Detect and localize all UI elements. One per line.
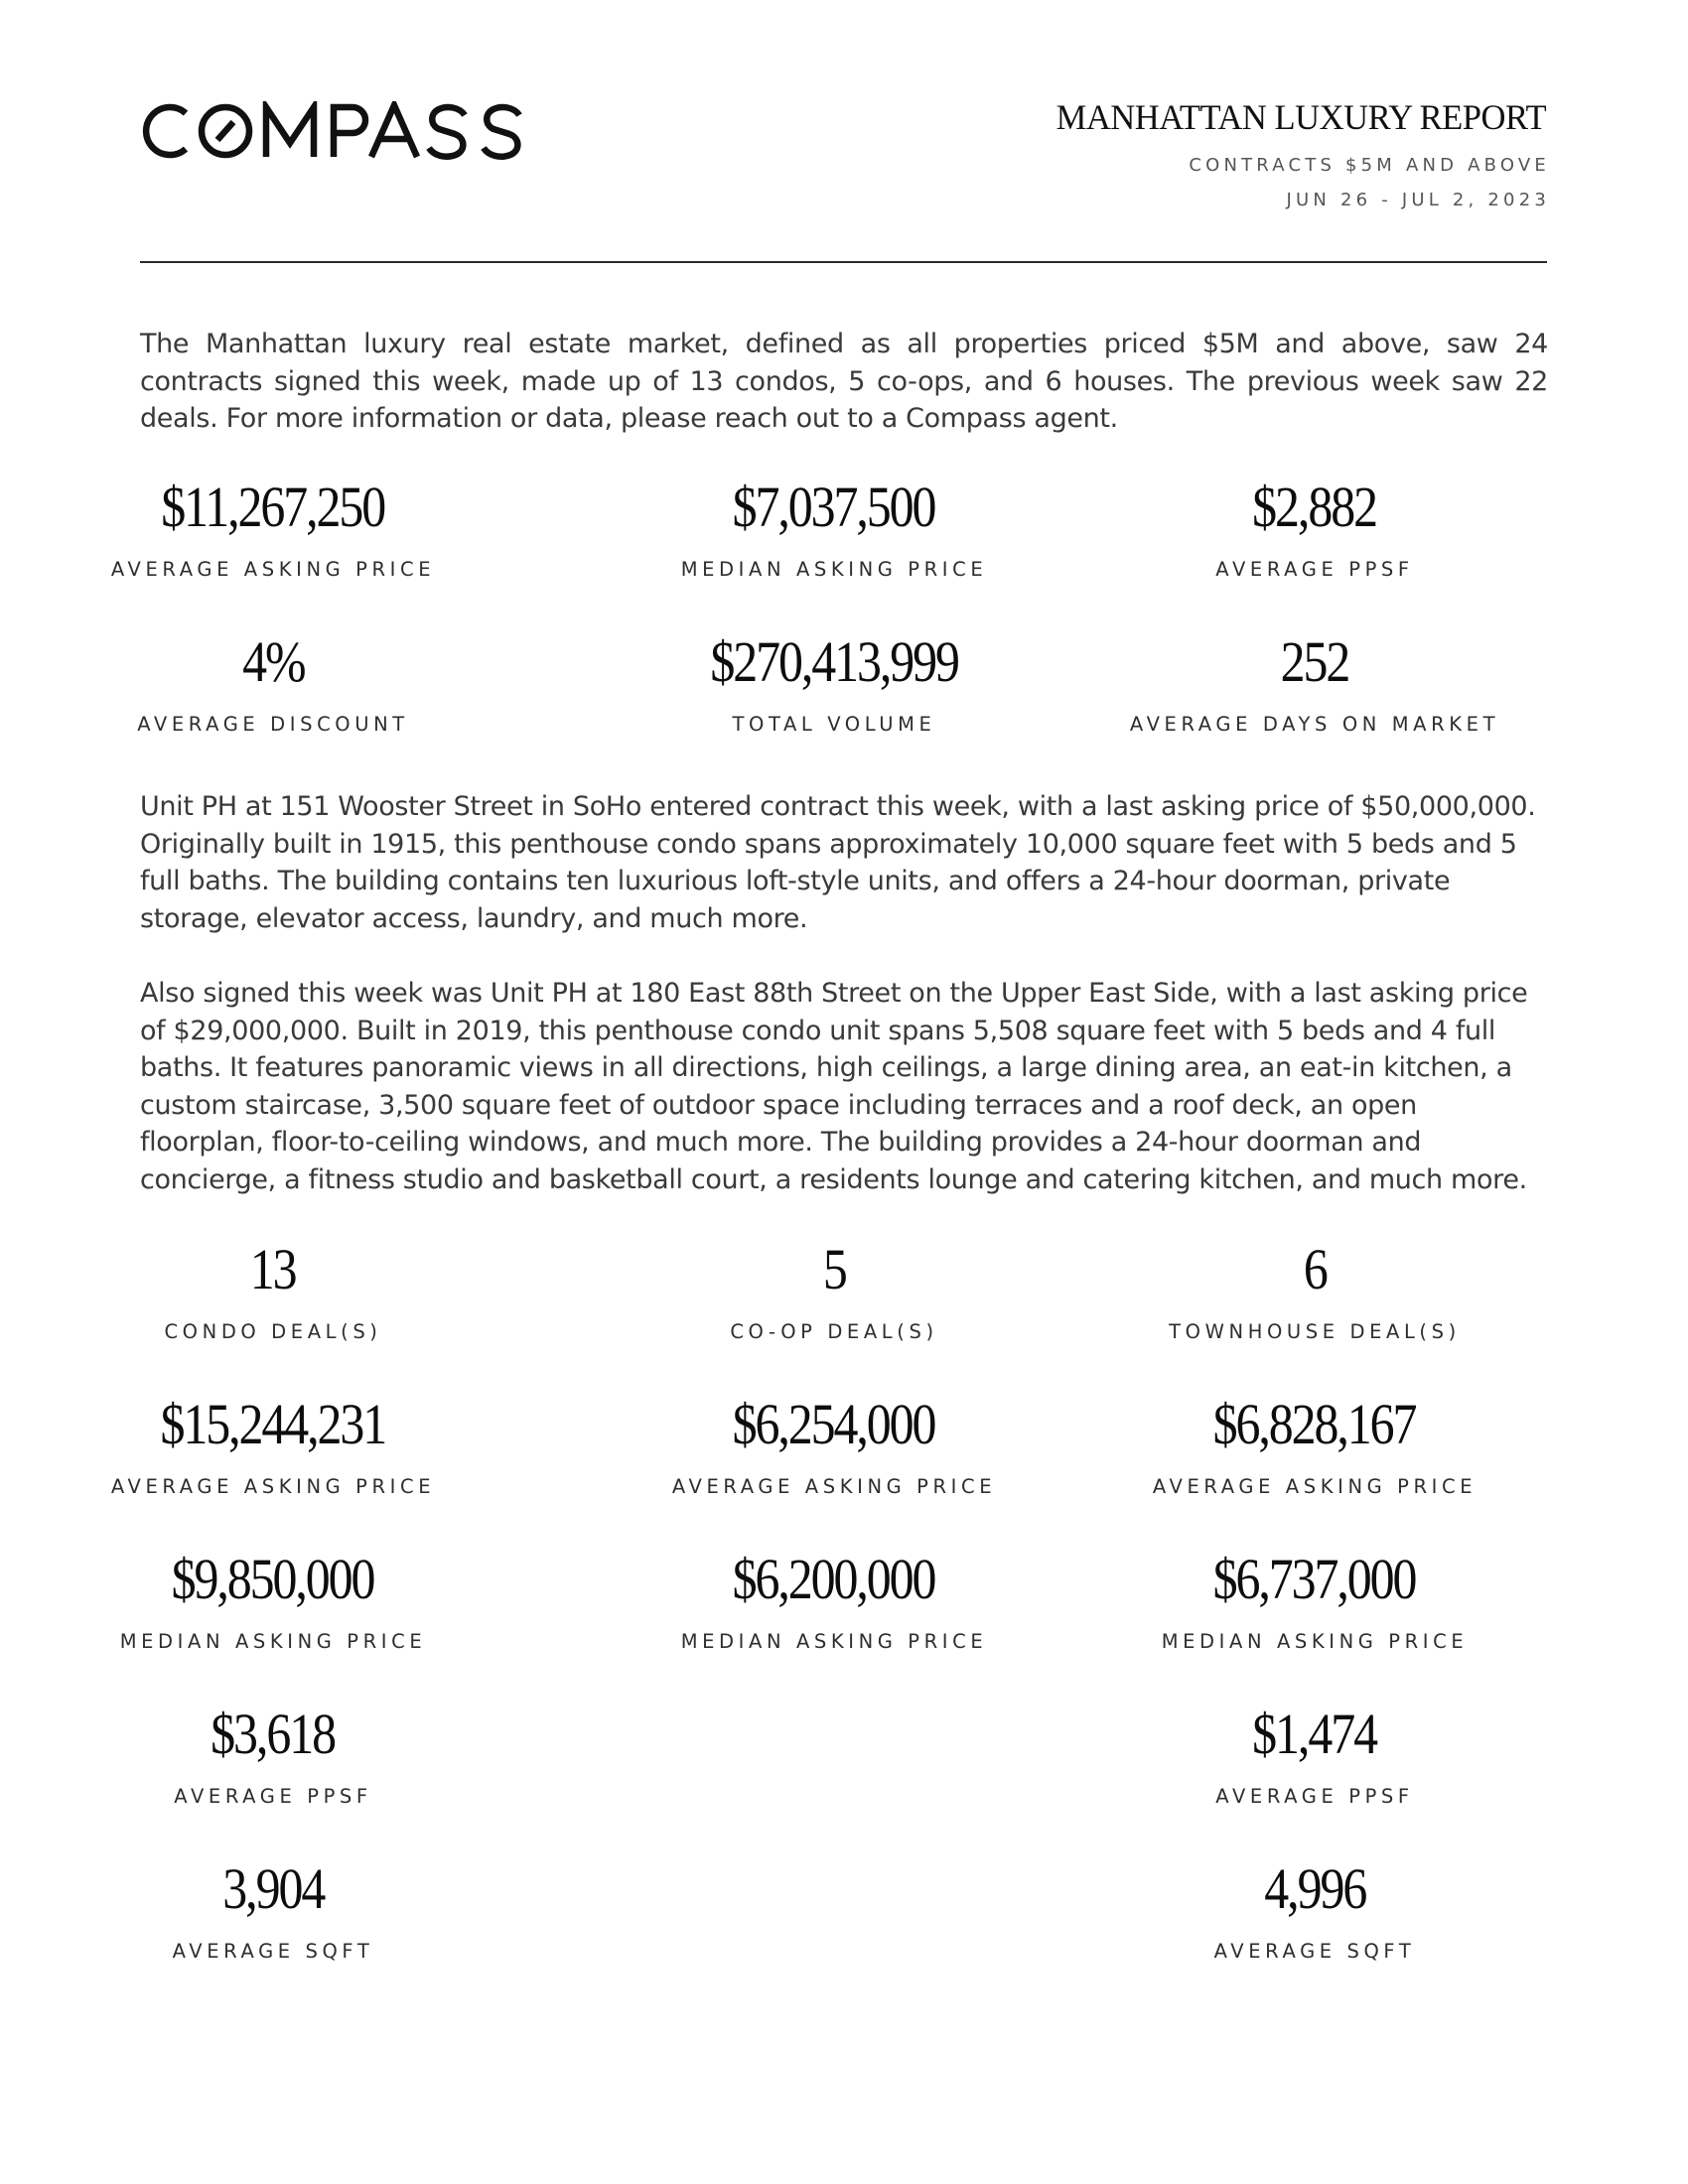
condo-deals: [35, 1237, 511, 1343]
stat-average-ppsf: [1076, 475, 1553, 581]
stat-label: CO-OP DEAL(S): [730, 1320, 938, 1343]
condo-average-asking-price: [35, 1392, 511, 1498]
condo-average-sqft: [35, 1856, 511, 1963]
stat-value: $3,618: [211, 1702, 336, 1766]
stat-average-discount: [35, 629, 511, 736]
stat-label: CONDO DEAL(S): [164, 1320, 382, 1343]
stat-label: AVERAGE PPSF: [174, 1785, 372, 1808]
stat-value: $270,413,999: [710, 629, 958, 694]
report-title: MANHATTAN LUXURY REPORT: [1055, 97, 1546, 137]
highlight-paragraph-1: Unit PH at 151 Wooster Street in SoHo entered contract this week, with a last asking price of $50,000,000. Originally built in 1915, this penthouse condo spans approximately 10,000 square feet with 5 beds and 5 full baths. The building contains ten luxurious loft-style units, and offers a 24-hour doorman, private storage, elevator access, laundry, and much more.: [140, 791, 1536, 934]
stat-value: $7,037,500: [733, 475, 935, 539]
coop-deals: [596, 1237, 1072, 1343]
compass-wordmark-icon: [142, 101, 561, 161]
report-subtitle: CONTRACTS $5M AND ABOVE: [1189, 155, 1550, 176]
stat-label: MEDIAN ASKING PRICE: [680, 1630, 988, 1653]
stat-average-days-on-market: [1076, 629, 1553, 736]
stat-value: 4%: [241, 629, 305, 694]
stat-value: $1,474: [1252, 1702, 1377, 1766]
stat-label: MEDIAN ASKING PRICE: [1161, 1630, 1469, 1653]
stat-label: AVERAGE PPSF: [1215, 1785, 1414, 1808]
stat-label: AVERAGE PPSF: [1215, 558, 1414, 581]
stat-label: AVERAGE ASKING PRICE: [671, 1475, 997, 1498]
report-title-block: [1036, 97, 1550, 210]
stat-label: TOTAL VOLUME: [732, 713, 936, 736]
stat-value: 13: [250, 1237, 296, 1301]
stat-label: AVERAGE SQFT: [1213, 1940, 1416, 1963]
stat-label: AVERAGE DISCOUNT: [137, 713, 409, 736]
report-date-range: JUN 26 - JUL 2, 2023: [1286, 190, 1550, 210]
stat-value: $2,882: [1252, 475, 1377, 539]
condo-median-asking-price: [35, 1547, 511, 1653]
stat-value: $15,244,231: [160, 1392, 386, 1456]
stat-value: $6,828,167: [1213, 1392, 1416, 1456]
stat-value: $6,737,000: [1213, 1547, 1416, 1611]
stat-value: 252: [1280, 629, 1349, 694]
coop-median-asking-price: [596, 1547, 1072, 1653]
townhouse-deals: [1076, 1237, 1553, 1343]
coop-average-asking-price: [596, 1392, 1072, 1498]
townhouse-median-asking-price: [1076, 1547, 1553, 1653]
stat-label: MEDIAN ASKING PRICE: [680, 558, 988, 581]
stat-value: $11,267,250: [161, 475, 385, 539]
townhouse-average-ppsf: [1076, 1702, 1553, 1808]
header-divider: [140, 261, 1547, 263]
stat-value: 6: [1303, 1237, 1327, 1301]
stat-label: AVERAGE ASKING PRICE: [110, 558, 436, 581]
highlight-paragraph-2: Also signed this week was Unit PH at 180 East 88th Street on the Upper East Side, with a last asking price of $29,000,000. Built in 2019, this penthouse condo unit spans 5,508 square feet with 5 beds and 4 full baths. It features panoramic views in all directions, high ceilings, a large dining area, an eat-in kitchen, a custom staircase, 3,500 square feet of outdoor space including terraces and a roof deck, an open floorplan, floor-to-ceiling windows, and much more. The building provides a 24-hour doorman and concierge, a fitness studio and basketball court, a residents lounge and catering kitchen, and much more.: [140, 978, 1528, 1195]
townhouse-average-asking-price: [1076, 1392, 1553, 1498]
stat-label: AVERAGE SQFT: [172, 1940, 374, 1963]
stat-value: 5: [822, 1237, 846, 1301]
stat-value: 3,904: [222, 1856, 324, 1921]
condo-average-ppsf: [35, 1702, 511, 1808]
intro-paragraph: The Manhattan luxury real estate market, defined as all properties priced $5M and above, saw 24 contracts signed this week, made up of 13 condos, 5 co-ops, and 6 houses. The previous week saw 22 deals. For more information or data, please reach out to a Compass agent.: [140, 329, 1548, 434]
stat-value: $6,200,000: [733, 1547, 935, 1611]
townhouse-average-sqft: [1076, 1856, 1553, 1963]
stat-value: $9,850,000: [172, 1547, 374, 1611]
stat-label: AVERAGE ASKING PRICE: [1152, 1475, 1477, 1498]
stat-total-volume: [596, 629, 1072, 736]
stat-value: 4,996: [1264, 1856, 1365, 1921]
stat-label: AVERAGE DAYS ON MARKET: [1129, 713, 1500, 736]
stat-value: $6,254,000: [733, 1392, 935, 1456]
stat-label: TOWNHOUSE DEAL(S): [1169, 1320, 1461, 1343]
stat-label: MEDIAN ASKING PRICE: [119, 1630, 427, 1653]
compass-logo: [142, 101, 561, 161]
stat-label: AVERAGE ASKING PRICE: [110, 1475, 436, 1498]
stat-average-asking-price: [35, 475, 511, 581]
stat-median-asking-price: [596, 475, 1072, 581]
